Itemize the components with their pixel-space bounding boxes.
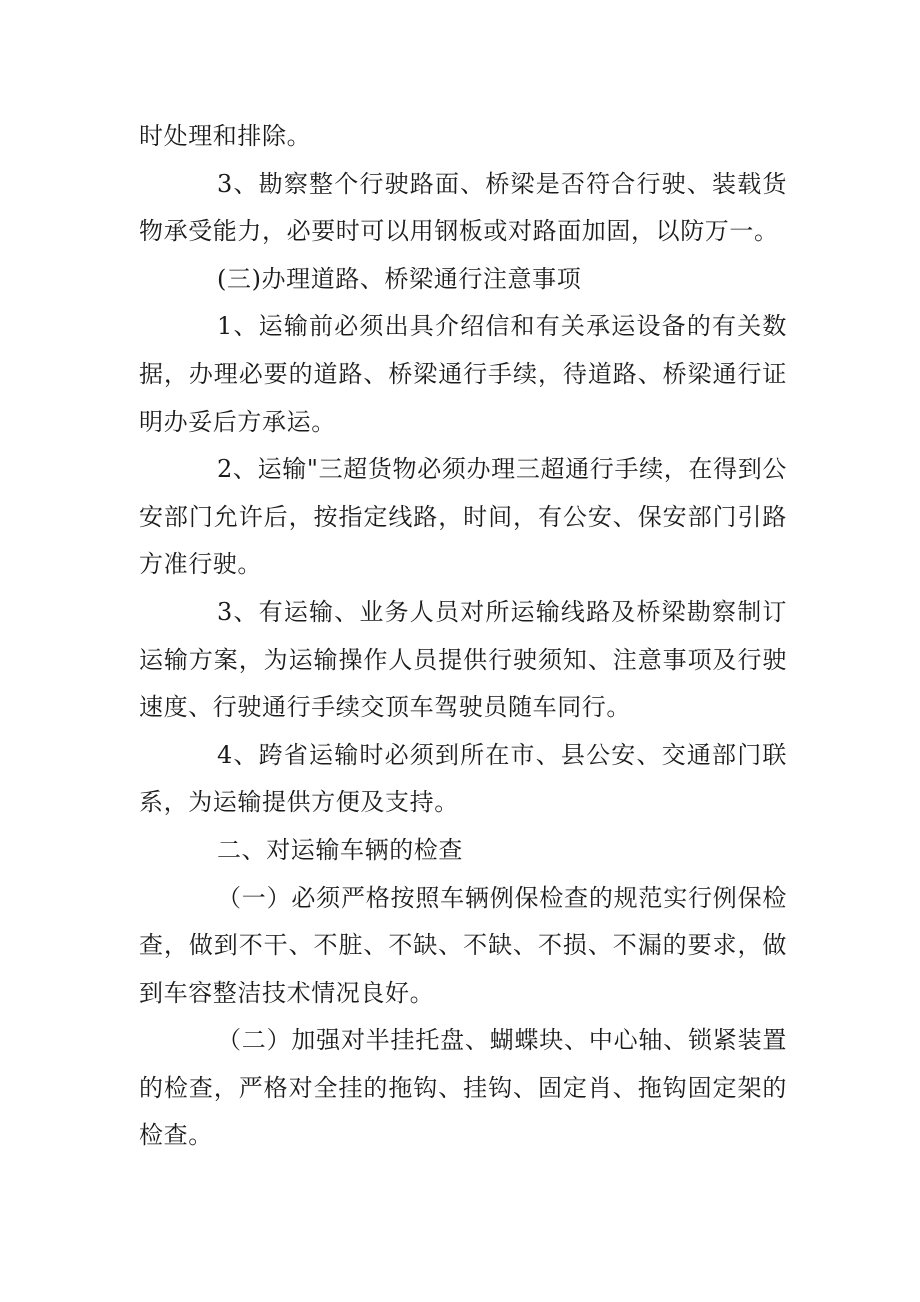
paragraph-vehicle-check-2: （二）加强对半挂托盘、蝴蝶块、中心轴、锁紧装置的检查，严格对全挂的拖钩、挂钩、固定肖、拖钩固定架的检查。 (139, 1026, 787, 1150)
section-heading-vehicle-check: 二、对运输车辆的检查 (217, 835, 463, 864)
paragraph-permit-4: 4、跨省运输时必须到所在市、县公安、交通部门联系，为运输提供方便及支持。 (139, 740, 787, 817)
paragraph-permit-3: 3、有运输、业务人员对所运输线路及桥梁勘察制订运输方案，为运输操作人员提供行驶须知、注意事项及行驶速度、行驶通行手续交顶车驾驶员随车同行。 (139, 597, 787, 722)
paragraph-permit-2: 2、运输"三超货物必须办理三超通行手续，在得到公安部门允许后，按指定线路，时间，有公安、保安部门引路方准行驶。 (139, 455, 787, 579)
paragraph-survey-road: 3、勘察整个行驶路面、桥梁是否符合行驶、装载货物承受能力，必要时可以用钢板或对路面加固，以防万一。 (139, 169, 787, 246)
document-body (139, 113, 787, 1160)
paragraph-vehicle-check-1: （一）必须严格按照车辆例保检查的规范实行例保检查，做到不干、不脏、不缺、不缺、不损、不漏的要求，做到车容整洁技术情况良好。 (139, 883, 787, 1007)
section-heading-permits: (三)办理道路、桥梁通行注意事项 (217, 264, 582, 293)
paragraph-permit-1: 1、运输前必须出具介绍信和有关承运设备的有关数据，办理必要的道路、桥梁通行手续，待道路、桥梁通行证明办妥后方承运。 (139, 312, 787, 436)
paragraph-continuation: 时处理和排除。 (139, 122, 312, 150)
